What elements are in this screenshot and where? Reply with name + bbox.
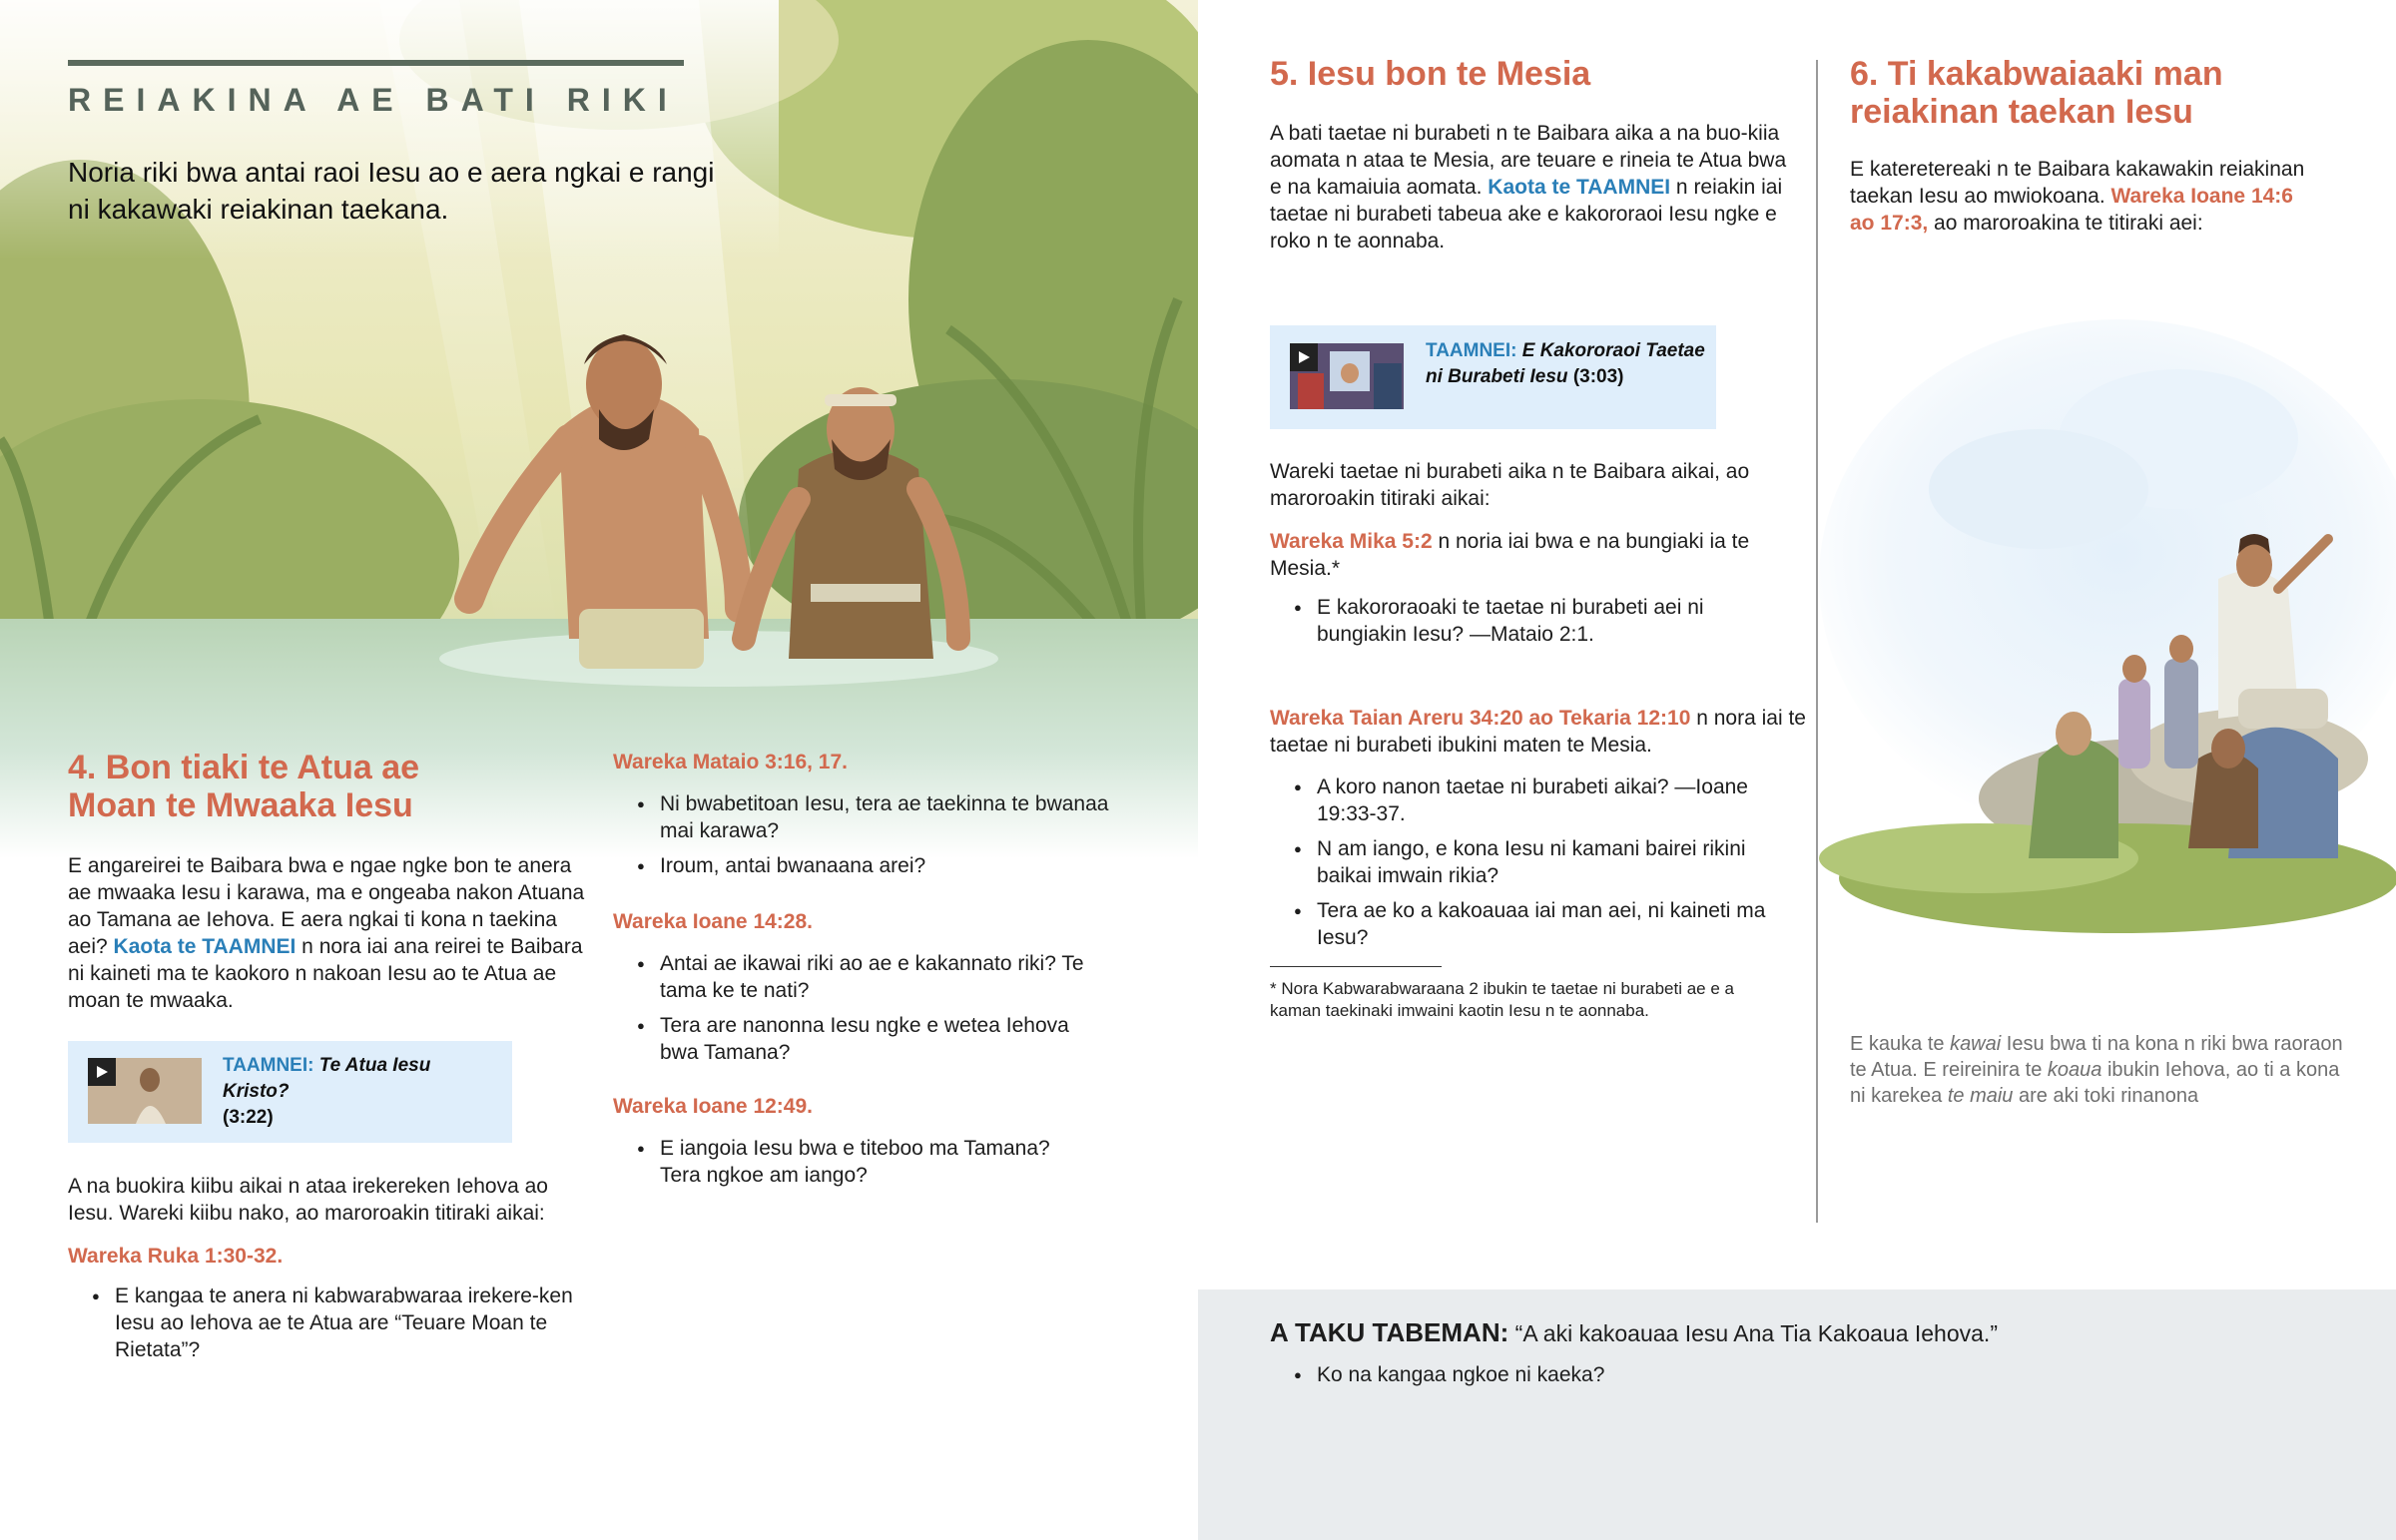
- section-5-video-link[interactable]: Kaota te TAAMNEI: [1488, 176, 1671, 199]
- mika-line-text: n noria iai bwa e na bungiaki ia te Mesia.*: [1270, 530, 1750, 580]
- question-item: ● Iroum, antai bwanaana arei?: [613, 852, 1112, 879]
- section-5-paragraph-1: [1270, 120, 1799, 255]
- section-6-para1-text-end: ao maroroakina te titiraki aei:: [1928, 212, 2203, 235]
- question-item: ● Antai ae ikawai riki ao ae e kakannato riki? Te tama ke te nati?: [613, 950, 1112, 1004]
- section-5-mika-line: [1270, 528, 1789, 582]
- caption-italic-kawai: kawai: [1950, 1033, 2002, 1055]
- video-label: TAAMNEI:: [1426, 340, 1517, 361]
- question-item: ● E iangoia Iesu bwa e titeboo ma Tamana? Tera ngkoe am iango?: [613, 1135, 1092, 1189]
- question-list-ioane-14-28: [613, 950, 1112, 1074]
- question-list-ioane-12-49: [613, 1135, 1092, 1197]
- caption-text: are aki toki rinanona: [2013, 1085, 2199, 1107]
- illustration-caption: [1850, 1031, 2359, 1109]
- scripture-ref-ruka[interactable]: Wareka Ruka 1:30-32.: [68, 1245, 284, 1268]
- caption-text: Iesu bwa ti na kona n riki bwa raoraon te Atua. E reireinira te: [1850, 1033, 2343, 1081]
- video-title-line-1[interactable]: E Kakororaoi Taetae: [1521, 340, 1705, 361]
- video-label: TAAMNEI:: [223, 1055, 314, 1076]
- kicker-rule: [68, 60, 684, 66]
- scripture-ref-ioane-12-49[interactable]: Wareka Ioane 12:49.: [613, 1095, 813, 1118]
- section-4-para1-text: E angareirei te Baibara bwa e ngae ngke bon te anera ae mwaaka Iesu i karawa, ma e ongeaba nakon Atuana ao Tamana ae Iehova. E aera ngkai ti kona n taekina aei?: [68, 854, 585, 958]
- caption-text: E kauka te: [1850, 1033, 1951, 1055]
- section-4-paragraph-2: A na buokira kiibu aikai n ataa irekereken Iehova ao Iesu. Wareki kiibu nako, ao maroroakin titiraki aikai:: [68, 1175, 548, 1225]
- baptism-illustration: [0, 0, 1198, 858]
- section-5-title: 5. Iesu bon te Mesia: [1270, 55, 1591, 93]
- question-item: ● E kakororaoaki te taetae ni burabeti aei ni bungiakin Iesu? —Mataio 2:1.: [1270, 594, 1709, 648]
- question-list-mataio: [613, 790, 1112, 887]
- video-duration: (3:03): [1572, 366, 1624, 387]
- caption-text: ibukin Iehova, ao ti a kona ni karekea: [1850, 1059, 2340, 1107]
- scripture-ref-ioane-14-6[interactable]: Wareka Ioane 14:6 ao 17:3,: [1850, 185, 2293, 235]
- scripture-ref-ioane-14-28[interactable]: Wareka Ioane 14:28.: [613, 910, 813, 933]
- section-4-video-link[interactable]: Kaota te TAAMNEI: [113, 935, 297, 958]
- footer-quote: “A aki kakoauaa Iesu Ana Tia Kakoaua Iehova.”: [1514, 1320, 1998, 1346]
- question-list-areru: [1270, 773, 1799, 959]
- video-thumbnail[interactable]: [1290, 343, 1404, 409]
- section-5-para1-text: A bati taetae ni burabeti n te Baibara aika a na buo-kiia aomata n ataa te Mesia, are teuare e rineia te Atua bwa e na kamaiuia aomata.: [1270, 122, 1787, 199]
- video-duration: (3:22): [223, 1107, 274, 1128]
- footer-question-list: [1270, 1361, 2168, 1396]
- play-icon[interactable]: [88, 1058, 116, 1086]
- section-6-paragraph-1: [1850, 156, 2319, 237]
- areru-line-text: n nora iai te taetae ni burabeti ibukini maten te Mesia.: [1270, 707, 1806, 757]
- footer-panel: [1198, 1289, 2396, 1540]
- section-5-para1-text-end: n reiakin iai taetae ni burabeti tabeua ake e kakororaoi Iesu ngke e roko n te aonnaba.: [1270, 176, 1783, 253]
- question-item: ● Tera ae ko a kakoauaa iai man aei, ni kaineti ma Iesu?: [1270, 897, 1799, 951]
- section-4-title: 4. Bon tiaki te Atua ae Moan te Mwaaka Iesu: [68, 749, 420, 824]
- video-title-line-2[interactable]: ni Burabeti Iesu: [1426, 366, 1568, 387]
- section-5-areru-line: [1270, 705, 1809, 759]
- scripture-ref-areru-tekaria[interactable]: Wareka Taian Areru 34:20 ao Tekaria 12:10: [1270, 707, 1691, 730]
- question-item: ● A koro nanon taetae ni burabeti aikai? —Ioane 19:33-37.: [1270, 773, 1799, 827]
- question-item: ● Ni bwabetitoan Iesu, tera ae taekinna te bwanaa mai karawa?: [613, 790, 1112, 844]
- column-divider: [1816, 60, 1818, 1223]
- question-list-mika: [1270, 594, 1709, 656]
- section-5-paragraph-2: Wareki taetae ni burabeti aika n te Baibara aikai, ao maroroakin titiraki aikai:: [1270, 460, 1750, 510]
- footer-question-line: [1270, 1317, 2368, 1348]
- section-6-title: 6. Ti kakabwaiaaki man reiakinan taekan Iesu: [1850, 55, 2223, 131]
- footnote: * Nora Kabwarabwaraana 2 ibukin te taetae ni burabeti ae e a kaman taekinaki imwaini kaotin Iesu n te aonnaba.: [1270, 979, 1734, 1020]
- section-5-video-card[interactable]: [1270, 325, 1716, 429]
- footnote-rule: [1270, 966, 1442, 967]
- teaching-illustration: [1819, 240, 2396, 998]
- question-item: ● E kangaa te anera ni kabwarabwaraa irekere-ken Iesu ao Iehova ae te Atua are “Teuare Moan te Rietata”?: [68, 1283, 577, 1363]
- section-4-video-card[interactable]: [68, 1041, 512, 1143]
- question-list-ruka: [68, 1283, 577, 1371]
- video-title[interactable]: Te Atua Iesu Kristo?: [223, 1055, 431, 1102]
- scripture-ref-mika[interactable]: Wareka Mika 5:2: [1270, 530, 1433, 553]
- caption-italic-koaua: koaua: [2047, 1059, 2102, 1081]
- play-icon[interactable]: [1290, 343, 1318, 371]
- intro-text: Noria riki bwa antai raoi Iesu ao e aera ngkai e rangi ni kakawaki reiakinan taekana.: [68, 157, 715, 225]
- video-thumbnail[interactable]: [88, 1058, 202, 1124]
- scripture-ref-mataio[interactable]: Wareka Mataio 3:16, 17.: [613, 751, 848, 773]
- section-4-paragraph-1: [68, 852, 585, 1014]
- caption-italic-te-maiu: te maiu: [1947, 1085, 2014, 1107]
- question-item: ● Tera are nanonna Iesu ngke e wetea Iehova bwa Tamana?: [613, 1012, 1112, 1066]
- section-6-para1-text: E kateretereaki n te Baibara kakawakin reiakinan taekan Iesu ao mwiokoana.: [1850, 158, 2305, 208]
- footer-label: A TAKU TABEMAN:: [1270, 1317, 1509, 1347]
- section-4-para1-text-end: n nora iai ana reirei te Baibara ni kaineti ma te kaokoro n nakoan Iesu ao te Atua ae moan te mwaaka.: [68, 935, 583, 1012]
- question-item: ● N am iango, e kona Iesu ni kamani bairei rikini baikai imwain rikia?: [1270, 835, 1799, 889]
- question-item: ● Ko na kangaa ngkoe ni kaeka?: [1270, 1361, 2168, 1388]
- kicker-heading: REIAKINA AE BATI RIKI: [68, 82, 679, 118]
